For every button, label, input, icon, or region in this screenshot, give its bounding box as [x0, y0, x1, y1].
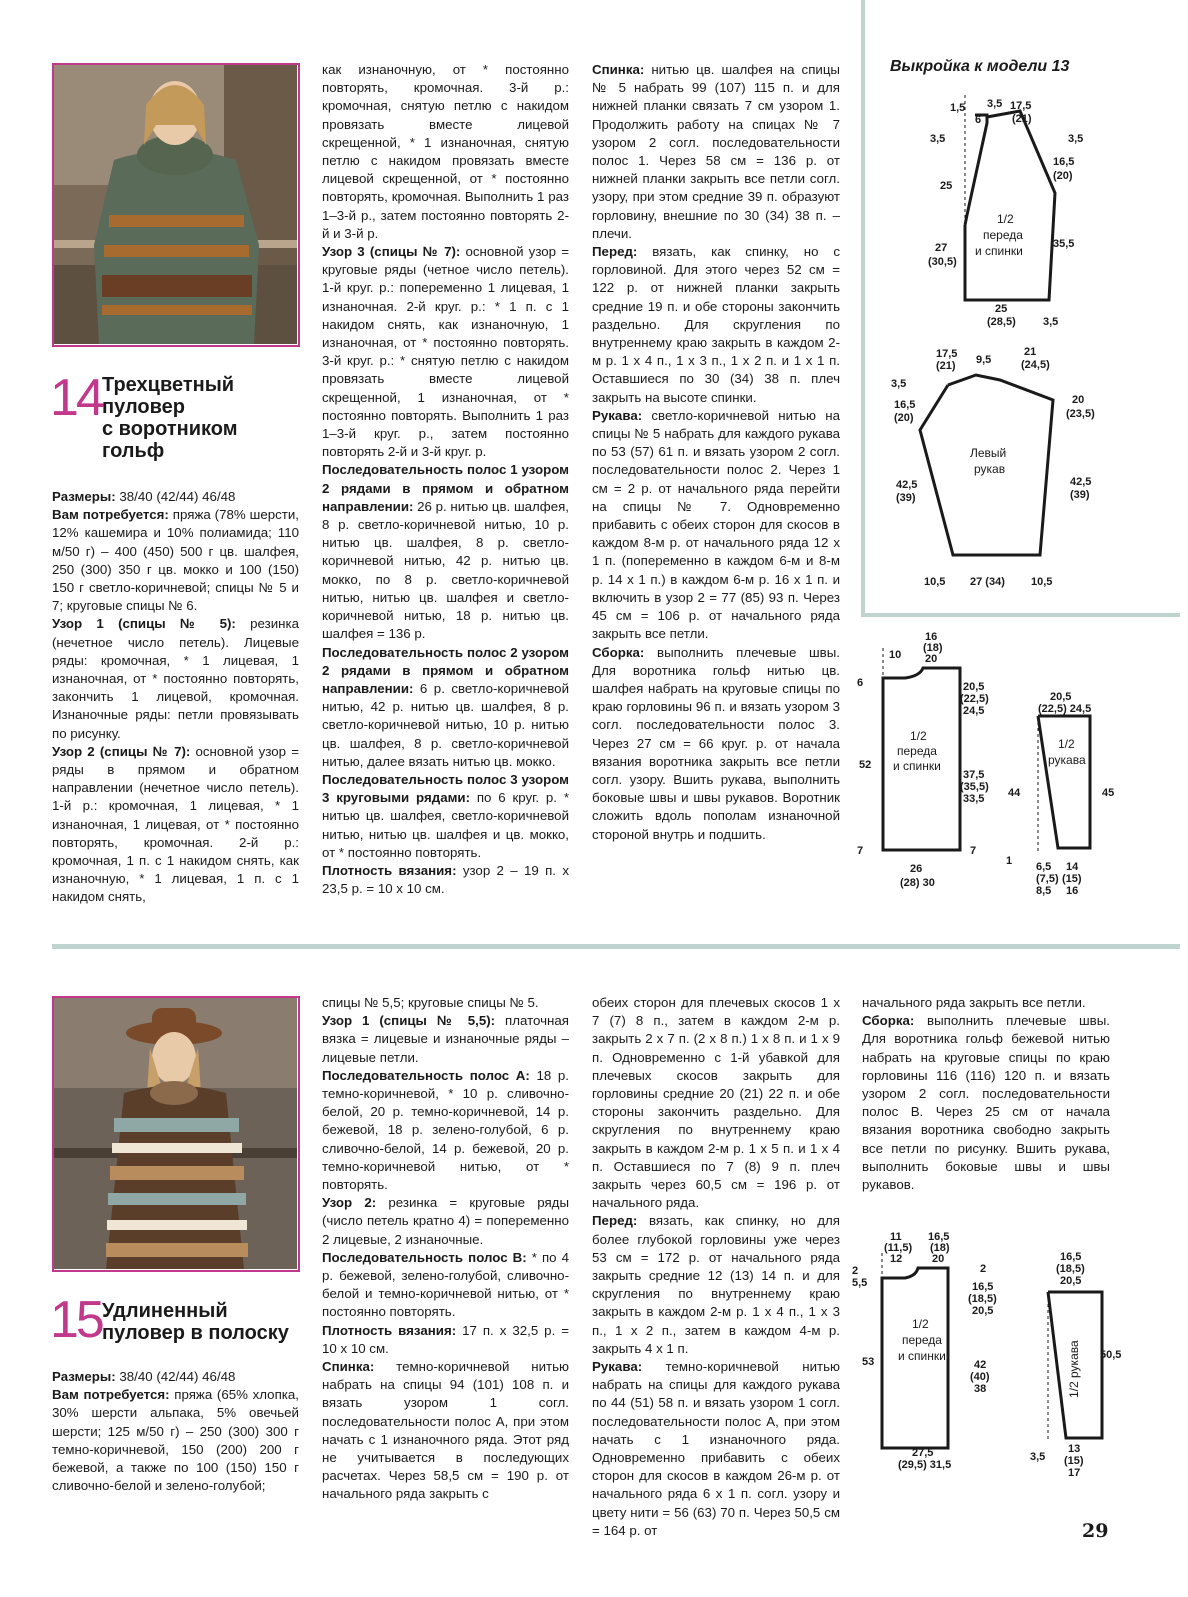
paragraph-text: резинка (нечетное число петель). Лицевые ряды: кромочная, * 1 лицевая, 1 изнаночная, от * постоянно повторять, закончить 1 лицевой, кромочная. Изнаночные ряды: петли провязывать по рисунку.: [52, 616, 299, 741]
m13-sleeve-l13: (39): [1070, 489, 1090, 501]
paragraph-heading: Последовательность полос 3 узором 3 круговыми рядами:: [322, 771, 569, 806]
m15-body-l2: 12: [890, 1253, 903, 1265]
m14-sleeve-l10: 16: [1066, 885, 1079, 897]
paragraph: [322, 1358, 569, 1504]
m14-body-l4: 6: [857, 677, 864, 689]
diagram-title: Выкройка к модели 13: [890, 58, 1070, 75]
m15-body-l8: 2: [980, 1263, 987, 1275]
m14-body-l6: (22,5): [960, 693, 989, 705]
paragraph-text: светло-коричневой нитью на спицы № 5 набрать для каждого рукава по 53 (57) 61 п. и вязать узором 2 согл. последовательности полос 2. Через 1 см = 2 р. от начального ряда перейти на спицы № 7. Одновременно прибавить с обеих сторон для скосов в каждом 8-м р. от начального ряда 12 х 1 п. (попеременно в каждом 6-м и 8-м р. 14 х 1 п.) в каждом 6-м р. 16 х 1 п. и включить в узор 2 = 77 (85) 93 п. Через 45 см = 106 р. от начального ряда закрыть все петли.: [592, 407, 840, 642]
m15-body-l16: 27,5: [912, 1447, 934, 1459]
m15-body-l13: 42: [974, 1359, 987, 1371]
paragraph-text: нитью цв. шалфея на спицы № 5 набрать 99 (107) 115 п. и для нижней планки связать 7 см узором 1. Продолжить работу на спицах № 7 узором 2 согл. последовательности полос 1. Через 58 см = 136 р. от нижней планки закрыть все петли согл. узору, при этом средние 39 п. образуют горловину, внешние по 30 (34) 38 п. – плечи.: [592, 62, 840, 241]
paragraph-heading: Узор 2:: [322, 1195, 377, 1211]
m15-body-l11: 20,5: [972, 1305, 994, 1317]
model15-column-4: [862, 994, 1110, 1194]
paragraph: [322, 61, 569, 243]
paragraph-heading: Узор 2 (спицы № 7):: [52, 743, 191, 759]
m13-sleeve-l2: 9,5: [976, 354, 992, 366]
paragraph-heading: Перед:: [592, 1213, 638, 1229]
paragraph-heading: Плотность вязания:: [322, 1322, 457, 1338]
paragraph: [862, 1012, 1110, 1194]
m14-sleeve-l8: 14: [1066, 861, 1079, 873]
paragraph: [322, 1012, 569, 1067]
paragraph-text: 18 р. темно-коричневой, * 10 р. сливочно-белой, 20 р. темно-коричневой, 14 р. бежевой, 18 р. зелено-голубой, 6 р. сливочно-белой, 14 р. бежевой, 20 р. темно-коричневой нитью, от * повторять.: [322, 1067, 569, 1193]
m13-sleeve-l3: 21: [1024, 346, 1037, 358]
m15-sleeve-l0: 16,5: [1060, 1251, 1082, 1263]
m15-body-l14: (40): [970, 1371, 990, 1383]
m15-sleeve-l7: 17: [1068, 1467, 1081, 1479]
m13-body-l14: (28,5): [987, 316, 1016, 328]
paragraph-text: темно-коричневой нитью набрать на спицы для каждого рукава по 44 (51) 58 п. и вязать узором 1 согл. последовательности полос А, при этом начать с 1 изнаночного ряда. Одновременно прибавить с обеих сторон для скосов в каждом 26-м р. от начального ряда 6 х 1 п. согл. узору и цвету нити = 56 (63) 70 п. Через 50,5 см = 164 р. от: [592, 1359, 840, 1538]
m14-body-l14: 26: [910, 863, 923, 875]
m13-sleeve-l11: (39): [896, 492, 916, 504]
paragraph: [592, 61, 840, 243]
m15-body-inner-2: и спинки: [898, 1349, 946, 1363]
paragraph: [592, 407, 840, 644]
model15-column-3: [592, 994, 840, 1540]
m14-sleeve-inner-1: рукава: [1048, 753, 1086, 767]
paragraph: [322, 243, 569, 461]
m14-body-l7: 24,5: [963, 705, 985, 717]
m13-body-inner-2: и спинки: [975, 244, 1023, 258]
m13-body-l10: 35,5: [1053, 238, 1075, 250]
paragraph-heading: Последовательность полос В:: [322, 1249, 527, 1265]
m15-body-inner-0: 1/2: [912, 1317, 929, 1331]
paragraph-heading: Перед:: [592, 244, 638, 260]
m14-body-l1: 16: [925, 631, 938, 643]
m13-sleeve-l15: 27 (34): [970, 576, 1005, 588]
m13-sleeve-l7: (20): [894, 412, 914, 424]
paragraph: [322, 644, 569, 771]
paragraph-text: основной узор = ряды в прямом и обратном направлении (нечетное число петель). 1-й р.: кромочная, 1 лицевая, * 1 изнаночная, 1 лицевая, от * постоянно повторять, кромочная. 2-й р.: кромочная, 1 п. с 1 накидом снять, как изнаночную, * 1 лицевая, 1 п. с 1 накидом снять,: [52, 743, 300, 905]
m14-body-l11: 33,5: [963, 793, 985, 805]
m13-body-l9: 25: [940, 180, 953, 192]
paragraph-heading: Сборка:: [862, 1013, 915, 1029]
m14-body-l2: (18): [923, 642, 943, 654]
paragraph-text: по 6 круг. р. * нитью цв. шалфея, светло-коричневой нитью, нитью цв. шалфея и цв. мокко, от * постоянно повторять.: [322, 790, 569, 860]
paragraph-heading: Спинка:: [592, 62, 645, 77]
m13-body-l13: 25: [995, 303, 1008, 315]
paragraph: [862, 994, 1110, 1012]
paragraph-text: резинка = круговые ряды (число петель кратно 4) = попеременно 2 лицевые, 2 изнаночные.: [322, 1195, 569, 1247]
m14-body-l0: 10: [889, 649, 902, 661]
m14-body-diagram: [855, 628, 1005, 900]
paragraph-heading: Сборка:: [592, 644, 645, 660]
paragraph: [592, 994, 840, 1212]
paragraph: [322, 1194, 569, 1249]
model14-column-2: [322, 61, 569, 898]
model14-title: Трехцветный пуловер с воротником гольф: [102, 374, 238, 462]
m13-sleeve-l14: 10,5: [924, 576, 946, 588]
m14-body-l5: 20,5: [963, 681, 985, 693]
paragraph-text: начального ряда закрыть все петли.: [862, 995, 1086, 1010]
m13-body-inner-1: переда: [983, 228, 1023, 242]
paragraph-heading: Узор 3 (спицы № 7):: [322, 244, 461, 260]
paragraph: [592, 1212, 840, 1358]
m15-body-l17: (29,5) 31,5: [898, 1459, 952, 1471]
m15-sleeve-inner-0: 1/2 рукава: [1067, 1340, 1081, 1398]
paragraph: [322, 771, 569, 862]
section-separator: [52, 944, 1180, 949]
m15-body-l4: (18): [930, 1242, 950, 1254]
m13-body-l15: 3,5: [1043, 316, 1059, 328]
paragraph-heading: Узор 1 (спицы № 5,5):: [322, 1013, 496, 1029]
paragraph-heading: Вам потребуется:: [52, 507, 169, 523]
m13-body-diagram: [925, 95, 1095, 330]
m15-body-l0: 11: [890, 1231, 902, 1243]
paragraph: [592, 644, 840, 844]
m15-body-diagram: [850, 1228, 1010, 1483]
m13-sleeve-l16: 10,5: [1031, 576, 1053, 588]
paragraph-text: пряжа (65% хлопка, 30% шерсти альпака, 5% овечьей шерсти; 125 м/50 г) – 250 (300) 300 г темно-коричневой, 150 (200) 200 г бежевой, а также по 100 (150) 150 г сливочно-белой и зелено-голубой;: [52, 1387, 299, 1494]
paragraph: [52, 488, 299, 506]
m13-body-l12: (30,5): [928, 256, 957, 268]
m13-sleeve-inner-1: рукав: [974, 462, 1006, 476]
m15-body-l1: (11,5): [884, 1242, 913, 1254]
m15-body-l6: 2: [852, 1265, 859, 1277]
paragraph: [52, 615, 299, 742]
m13-body-l5: 3,5: [930, 133, 946, 145]
paragraph: [322, 461, 569, 643]
m13-sleeve-inner-0: Левый: [970, 446, 1007, 460]
paragraph-heading: Последовательность полос 2 узором 2 рядами в прямом и обратном направлении:: [322, 644, 569, 696]
m15-body-l3: 16,5: [928, 1231, 950, 1243]
paragraph: [322, 1322, 569, 1358]
m13-body-l8: (20): [1053, 170, 1073, 182]
m15-sleeve-l2: 20,5: [1060, 1275, 1082, 1287]
m15-body-l15: 38: [974, 1383, 987, 1395]
paragraph: [52, 1386, 299, 1495]
m15-body-l12: 53: [862, 1356, 875, 1368]
paragraph-heading: Вам потребуется:: [52, 1387, 170, 1403]
paragraph-text: платочная вязка = лицевые и изнаночные ряды – лицевые петли.: [322, 1013, 569, 1065]
paragraph-text: выполнить плечевые швы. Для воротника гольф бежевой нитью набрать на круговые спицы по краю горловины 116 (116) 120 п. и вязать узором 2 согл. последовательности полос В. Через 25 см от начала вязания воротника свободно закрыть все петли по рисунку. Вшить рукава, выполнить боковые швы и швы рукавов.: [862, 1013, 1110, 1193]
model15-column-2: [322, 994, 569, 1504]
m14-body-l15: (28) 30: [900, 877, 935, 889]
paragraph: [592, 1358, 840, 1540]
m14-sleeve-l1: (22,5) 24,5: [1038, 703, 1092, 715]
m14-sleeve-l2: 44: [1008, 787, 1021, 799]
m14-sleeve-diagram: [1000, 688, 1140, 900]
model15-number: 15: [50, 1291, 102, 1349]
paragraph-text: спицы № 5,5; круговые спицы № 5.: [322, 995, 539, 1010]
paragraph-text: вязать, как спинку, но с горловиной. Для этого через 52 см = 122 р. от нижней планки закрыть средние 19 п. и обе стороны закончить раздельно. Для скругления по внутреннему краю закрыть в каждом 2-м р. 1 х 4 п., 1 х 3 п., 1 х 2 п. и 1 х 1 п. Оставшиеся по 30 (34) 38 п. плеч закрыть на высоте спинки.: [592, 244, 840, 405]
m15-sleeve-l6: (15): [1064, 1455, 1084, 1467]
m15-sleeve-diagram: [1020, 1248, 1132, 1483]
m14-sleeve-l0: 20,5: [1050, 691, 1072, 703]
m14-sleeve-l4: 1: [1006, 855, 1013, 867]
m13-sleeve-l9: (23,5): [1066, 408, 1095, 420]
paragraph-text: узор 2 – 19 п. х 23,5 р. = 10 х 10 см.: [322, 862, 569, 897]
m13-body-l6: 3,5: [1068, 133, 1084, 145]
m13-body-l0: 1,5: [950, 102, 966, 114]
model15-photo: [52, 996, 300, 1272]
paragraph-text: 6 р. светло-коричневой нитью, 42 р. нитью цв. шалфея, 8 р. светло-коричневой нитью, 10 р. нитью цв. шалфея, 8 р. светло-коричневой нитью, далее вязать нитью цв. мокко.: [322, 680, 569, 769]
m13-body-l3: 17,5: [1010, 100, 1032, 112]
model14-column-3: [592, 61, 840, 844]
model15-title: Удлиненный пуловер в полоску: [102, 1300, 289, 1344]
paragraph-text: 38/40 (42/44) 46/48: [115, 1369, 236, 1384]
paragraph-text: пряжа (78% шерсти, 12% кашемира и 10% полиамида; 110 м/50 г) – 400 (450) 500 г цв. шалфея, 250 (300) 350 г цв. мокко и 100 (150) 150 г светло-коричневой; спицы № 5 и 7; круговые спицы № 6.: [52, 507, 299, 614]
paragraph-text: вязать, как спинку, но для более глубокой горловины уже через 53 см = 172 р. от начального ряда закрыть средние 12 (13) 14 п. и для скругления по внутреннему краю закрыть в каждом 2-м р. 1 х 4 п., 1 х 3 п., 1 х 2 п., затем в каждом 4-м р. закрыть 4 х 1 п.: [592, 1213, 840, 1356]
m14-body-l9: 37,5: [963, 769, 985, 781]
paragraph-text: темно-коричневой нитью набрать на спицы 94 (101) 108 п. и вязать узором 1 согл. последовательности полос А, при этом начать с 1 изнаночного ряда. Этот ряд не учитывается в последующих расчетах. Через 58,5 см = 190 р. от начального ряда закрыть с: [322, 1359, 569, 1502]
m14-body-l8: 52: [859, 759, 872, 771]
paragraph-text: 17 п. х 32,5 р. = 10 х 10 см.: [322, 1322, 569, 1356]
m14-body-inner-0: 1/2: [910, 729, 927, 743]
m15-sleeve-l3: 50,5: [1100, 1349, 1122, 1361]
diagram-frame-vertical: [861, 0, 865, 617]
paragraph-text: 26 р. нитью цв. шалфея, 8 р. светло-коричневой нитью, 10 р. нитью цв. шалфея, 8 р. светло-коричневой нитью, 42 р. нитью цв. мокко, по 8 р. светло-коричневой нитью, нитью цв. шалфея и светло-коричневой нитью, 18 р. нитью цв. шалфея = 136 р.: [322, 498, 569, 642]
paragraph: [322, 1249, 569, 1322]
paragraph-text: обеих сторон для плечевых скосов 1 х 7 (7) 8 п., затем в каждом 2-м р. закрыть 2 х 7 п. (2 х 8 п.) 1 х 8 п. и 1 х 9 п. Одновременно с 1-й убавкой для плечевых скосов закрыть для горловины средние 20 (21) 22 п. и обе стороны закончить раздельно. Для скругления по внутреннему краю закрыть в каждом 2-м р. 1 х 5 п. и 1 х 4 п. Оставшиеся по 7 (8) 9 п. плеч закрыть через 60,5 см = 196 р. от начального ряда.: [592, 995, 840, 1211]
m13-sleeve-diagram: [888, 345, 1108, 595]
m13-sleeve-l8: 20: [1072, 394, 1085, 406]
m14-sleeve-l5: 6,5: [1036, 861, 1052, 873]
m13-body-l7: 16,5: [1053, 156, 1075, 168]
m13-body-l4: (21): [1012, 113, 1032, 125]
m14-sleeve-l7: 8,5: [1036, 885, 1052, 897]
paragraph-heading: Плотность вязания:: [322, 862, 457, 878]
diagram-frame-horizontal: [861, 613, 1180, 617]
paragraph-text: основной узор = круговые ряды (четное число петель). 1-й круг. р.: попеременно 1 лицевая, 1 изнаночная. 2-й круг. р.: * 1 п. с 1 накидом снять, как изнаночную, 1 изнаночная, от * постоянно повторять. 3-й круг. р.: * снятую петлю с накидом провязать вместе лицевой скрещенной, 1 изнаночная, от * постоянно повторять. Выполнить 1 раз 1–3-й круг. р., затем постоянно повторять 2-й и 3-й круг. р.: [322, 244, 570, 460]
m14-body-l12: 7: [857, 845, 864, 857]
page-number: 29: [1082, 1520, 1109, 1542]
m13-body-l1: 3,5: [987, 98, 1003, 110]
m14-sleeve-inner-0: 1/2: [1058, 737, 1075, 751]
paragraph-heading: Спинка:: [322, 1359, 375, 1375]
m13-sleeve-l5: 3,5: [891, 378, 907, 390]
m14-body-l10: (35,5): [960, 781, 989, 793]
paragraph: [52, 743, 299, 907]
m15-body-inner-1: переда: [902, 1333, 942, 1347]
paragraph-text: как изнаночную, от * постоянно повторять, кромочная. 3-й р.: кромочная, снятую петлю с накидом провязать вместе лицевой скрещенной, * 1 изнаночная, снятую петлю с накидом провязать вместе лицевой скрещенной, от * постоянно повторять, кромочная. Выполнить 1 раз 1–3-й р., затем постоянно повторять 2-й и 3-й р.: [322, 62, 569, 241]
model15-column-1: [52, 1368, 299, 1495]
paragraph: [322, 1067, 569, 1194]
paragraph-heading: Рукава:: [592, 1359, 643, 1375]
paragraph: [592, 243, 840, 407]
paragraph-heading: Узор 1 (спицы № 5):: [52, 616, 236, 632]
paragraph-heading: Последовательность полос 1 узором 2 рядами в прямом и обратном направлении:: [322, 462, 569, 514]
m14-sleeve-l6: (7,5): [1036, 873, 1059, 885]
m15-sleeve-l1: (18,5): [1056, 1263, 1085, 1275]
m15-body-l5: 20: [932, 1253, 945, 1265]
paragraph: [322, 994, 569, 1012]
m15-sleeve-l5: 13: [1068, 1443, 1081, 1455]
m14-sleeve-l9: (15): [1062, 873, 1082, 885]
m13-body-l11: 27: [935, 242, 948, 254]
paragraph-heading: Рукава:: [592, 407, 643, 423]
m13-sleeve-l6: 16,5: [894, 399, 916, 411]
paragraph-heading: Последовательность полос А:: [322, 1067, 530, 1083]
m13-sleeve-l10: 42,5: [896, 479, 918, 491]
m14-sleeve-l3: 45: [1102, 787, 1115, 799]
m15-body-l9: 16,5: [972, 1281, 994, 1293]
m13-sleeve-l0: 17,5: [936, 348, 958, 360]
paragraph-text: * по 4 р. бежевой, зелено-голубой, сливочно-белой и темно-коричневой нитью, от * постоянно повторять.: [322, 1249, 570, 1320]
m15-body-l7: 5,5: [852, 1277, 868, 1289]
m15-body-l10: (18,5): [968, 1293, 997, 1305]
m14-body-l13: 7: [970, 845, 977, 857]
m14-body-l3: 20: [925, 653, 938, 665]
m13-sleeve-l1: (21): [936, 360, 956, 372]
m13-body-inner-0: 1/2: [997, 212, 1014, 226]
paragraph-heading: Размеры:: [52, 1369, 116, 1384]
m15-sleeve-l4: 3,5: [1030, 1451, 1046, 1463]
paragraph-text: 38/40 (42/44) 46/48: [115, 489, 236, 504]
m13-body-l2: 6: [975, 114, 982, 126]
m14-body-inner-2: и спинки: [893, 759, 941, 773]
model14-number: 14: [50, 369, 102, 427]
m13-sleeve-l12: 42,5: [1070, 476, 1092, 488]
paragraph: [322, 862, 569, 898]
model14-photo: [52, 63, 300, 347]
paragraph: [52, 1368, 299, 1386]
m13-sleeve-l4: (24,5): [1021, 359, 1050, 371]
paragraph-heading: Размеры:: [52, 489, 116, 504]
paragraph: [52, 506, 299, 615]
m14-body-inner-1: переда: [897, 744, 937, 758]
paragraph-text: выполнить плечевые швы. Для воротника гольф нитью цв. шалфея набрать на круговые спицы по краю горловины 96 п. и вязать узором 3 согл. последовательности полос 3. Через 27 см = 66 круг. р. от начала вязания воротника закрыть все петли согл. узору. Вшить рукава, выполнить боковые швы и швы рукавов. Воротник сложить вдоль пополам изнаночной стороной внутрь и подшить.: [592, 644, 840, 842]
model14-column-1: [52, 488, 299, 907]
